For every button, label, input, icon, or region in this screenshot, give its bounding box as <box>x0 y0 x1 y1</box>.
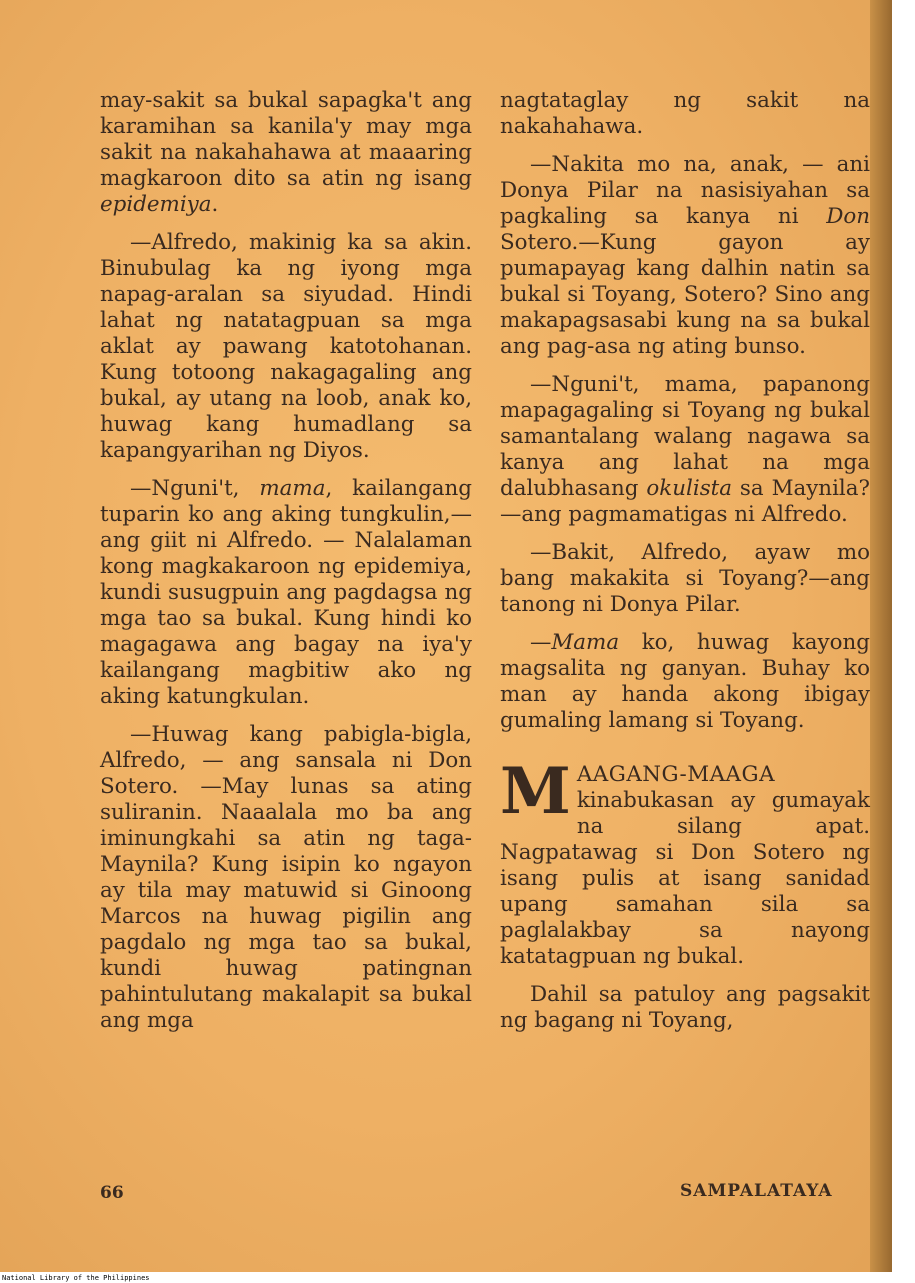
paragraph: nagtataglay ng sakit na nakahahawa. <box>500 88 870 139</box>
small-caps-lead: AAGANG-MAAGA <box>576 762 776 787</box>
paragraph: —Huwag kang pabigla-bigla, Alfredo, — ang sansala ni Don Sotero. —May lunas sa ating suliranin. Naaalala mo ba ang iminungkahi sa atin ng taga-Maynila? Kung isipin ko ngayon ay tila may matuwid si Ginoong Marcos na huwag pigilin ang pagdalo ng mga tao sa bukal, kundi huwag patingnan pahintulutang makalapit sa bukal ang mga <box>100 722 472 1033</box>
page-binding-edge <box>870 0 892 1272</box>
paragraph: —Nakita mo na, anak, — ani Donya Pilar na nasisiyahan sa pagkaling sa kanya ni Don Sotero.—Kung gayon ay pumapayag kang dalhin natin sa bukal si Toyang, Sotero? Sino ang makapagsasabi kung na sa bukal ang pag-asa ng ating bunso. <box>500 152 870 359</box>
left-text-column <box>100 88 472 1046</box>
section-opening-paragraph: MAAGANG-MAAGA kinabukasan ay gumayak na silang apat. Nagpatawag si Don Sotero ng isang pulis at isang sanidad upang samahan sila sa paglalakbay sa nayong katatagpuan ng bukal. <box>500 754 870 969</box>
paragraph: —Bakit, Alfredo, ayaw mo bang makakita si Toyang?—ang tanong ni Donya Pilar. <box>500 540 870 617</box>
page-number: 66 <box>100 1183 124 1203</box>
library-credit: National Library of the Philippines <box>2 1274 150 1282</box>
paragraph: —Mama ko, huwag kayong magsalita ng ganyan. Buhay ko man ay handa akong ibigay gumaling lamang si Toyang. <box>500 630 870 733</box>
drop-cap-letter: M <box>500 754 571 829</box>
paragraph: —Nguni't, mama, kailangang tuparin ko ang aking tungkulin,—ang giit ni Alfredo. — Nalalaman kong magkakaroon ng epidemiya, kundi susugpuin ang pagdagsa ng mga tao sa bukal. Kung hindi ko magagawa ang bagay na iya'y kailangang magbitiw ako ng aking katungkulan. <box>100 476 472 709</box>
paragraph: may-sakit sa bukal sapagka't ang karamihan sa kanila'y may mga sakit na nakahahawa at maaaring magkaroon dito sa atin ng isang epidemiya. <box>100 88 472 217</box>
paragraph: Dahil sa patuloy ang pagsakit ng bagang ni Toyang, <box>500 982 870 1033</box>
magazine-name: SAMPALATAYA <box>680 1181 833 1201</box>
right-text-column <box>500 88 870 1046</box>
paragraph: —Alfredo, makinig ka sa akin. Binubulag ka ng iyong mga napag-aralan sa siyudad. Hindi lahat ng natatagpuan sa mga aklat ay pawang katotohanan. Kung totoong nakagagaling ang bukal, ay utang na loob, anak ko, huwag kang humadlang sa kapangyarihan ng Diyos. <box>100 230 472 463</box>
paragraph: —Nguni't, mama, papanong mapagagaling si Toyang ng bukal samantalang walang nagawa sa kanya ang lahat na mga dalubhasang okulista sa Maynila?—ang pagmamatigas ni Alfredo. <box>500 372 870 527</box>
